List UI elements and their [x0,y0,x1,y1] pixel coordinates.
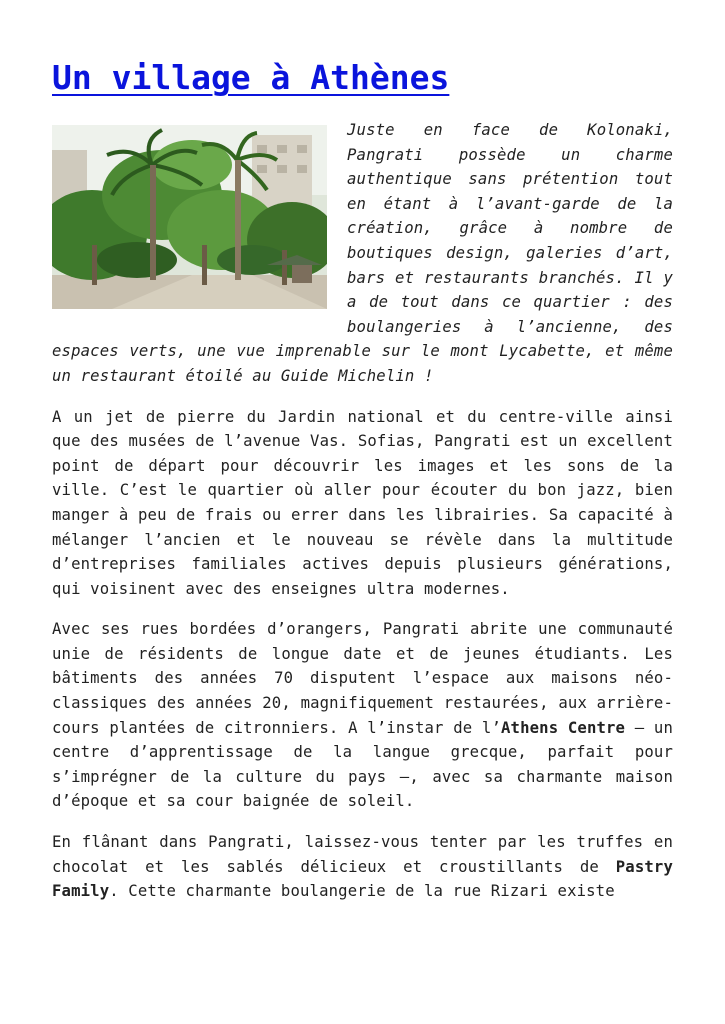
paragraph-2-text-after: – un centre d’apprentissage de la langue grecque, parfait pour s’imprégner de la culture du pays –, avec sa charmante maison d’époque et sa cour baignée de soleil. [52,718,674,811]
paragraph-3-text-before: En flânant dans Pangrati, laissez-vous tenter par les truffes en chocolat et les sablés délicieux et croustillants de [52,833,673,876]
article-title [52,56,449,100]
article-photo [52,125,327,309]
pastry-family-name: Pastry Family [52,857,673,901]
article-title-link[interactable]: Un village à Athènes [52,58,450,97]
lede-text: Juste en face de Kolonaki, Pangrati possède un charme authentique sans prétention tout en étant à l’avant-garde de la création, grâce à nombre de boutiques design, galeries d’art, bars et restaurants branchés. Il y a de tout dans ce quartier : des boulangeries à l’ancienne, des espaces verts, une vue imprenable sur le mont Lycabette, et même un restaurant étoilé au Guide Michelin ! [52,121,673,385]
paragraph-2-text-before: Avec ses rues bordées d’orangers, Pangrati abrite une communauté unie de résidents de longue date et de jeunes étudiants. Les bâtiments des années 70 disputent l’espace aux maisons néo-classiques des années 20, magnifiquement restaurées, aux arrière-cours plantées de citronniers. A l’instar de l’ [52,620,673,737]
paragraph-1: A un jet de pierre du Jardin national et du centre-ville ainsi que des musées de l’avenue Vas. Sofias, Pangrati est un excellent point de départ pour découvrir les images et les sons de la ville. C’est le quartier où aller pour écouter du bon jazz, bien manger à peu de frais ou errer dans les librairies. Sa capacité à mélanger l’ancien et le nouveau se révèle dans la multitude d’entreprises familiales actives depuis plusieurs générations, qui voisinent avec des enseignes ultra modernes. [52,407,673,598]
article-lede [52,118,673,389]
paragraph-2 [52,617,673,814]
paragraph-3-text-after: . Cette charmante boulangerie de la rue Rizari existe [109,882,615,901]
article-content [52,118,673,920]
athens-centre-name: Athens Centre [501,718,626,737]
paragraph-3 [52,830,673,904]
